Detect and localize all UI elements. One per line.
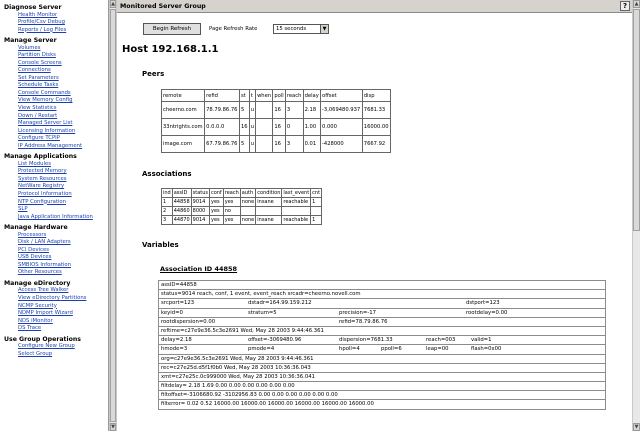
variable-value: precision=-17 <box>339 309 376 316</box>
assoc-cell: 1 <box>311 198 322 207</box>
variable-value: rec=c27e25d.d5f1f0b0 Wed, May 28 2003 10:36:36.043 <box>161 364 311 371</box>
peers-cell: 16 <box>273 102 286 119</box>
variable-value: leap=00 <box>426 346 449 353</box>
variable-value: pmode=4 <box>248 346 275 353</box>
peers-cell: 16 <box>273 119 286 136</box>
nav-link[interactable]: Managed Server List <box>18 120 73 127</box>
assoc-cell: none <box>241 217 255 223</box>
variable-cell <box>159 400 606 409</box>
variable-fields <box>161 281 603 289</box>
variable-fields <box>161 391 603 399</box>
peers-header-cell: remote <box>162 90 205 102</box>
peers-cell <box>256 136 273 153</box>
variable-cell <box>159 281 606 290</box>
refresh-rate-select[interactable] <box>273 24 329 34</box>
peers-cell: u <box>249 119 255 136</box>
peers-heading: Peers <box>142 70 165 78</box>
nav-section-title: Use Group Operations <box>4 335 81 343</box>
nav-section-title: Manage Server <box>4 37 57 45</box>
nav-link[interactable]: View eDirectory Partitions <box>18 295 87 301</box>
peers-header-cell: refid <box>205 90 240 102</box>
nav-link[interactable]: Reports / Log Files <box>18 26 67 33</box>
nav-link[interactable]: Licensing Information <box>18 127 76 134</box>
nav-section-title: Manage Hardware <box>4 224 68 232</box>
assoc-cell: no <box>223 207 240 216</box>
table-row <box>159 308 606 317</box>
peers-cell: 33ntrights.com <box>162 119 205 136</box>
peers-cell: 16 <box>239 119 249 136</box>
nav-section-title: Manage eDirectory <box>4 279 71 287</box>
variable-cell <box>159 308 606 317</box>
assoc-cell: yes <box>210 207 224 216</box>
nav-link[interactable]: Health Monitor <box>18 11 58 18</box>
variable-value: hpoll=4 <box>339 346 360 353</box>
peers-cell: 78.79.86.76 <box>205 102 240 119</box>
peers-cell: u <box>249 136 255 153</box>
nav-link[interactable]: Partition Disks <box>18 52 56 59</box>
assoc-header-cell: conf <box>211 190 222 196</box>
peers-header-cell: when <box>256 90 273 102</box>
assoc-cell <box>240 207 255 216</box>
main-scrollbar[interactable] <box>632 0 640 431</box>
variable-cell <box>159 354 606 363</box>
nav-link[interactable]: Java Application Information <box>18 213 93 220</box>
assoc-cell: yes <box>210 198 224 207</box>
nav-scroll-thumb[interactable] <box>110 9 116 422</box>
peers-header-cell: poll <box>273 90 286 102</box>
help-icon[interactable]: ? <box>620 1 630 11</box>
peers-cell: 0.000 <box>321 119 363 136</box>
variable-value: hmode=3 <box>161 346 188 353</box>
scroll-down-icon[interactable]: ▼ <box>111 424 115 430</box>
variable-fields <box>161 290 603 298</box>
table-row <box>162 198 322 207</box>
peers-cell: cheerno.com <box>162 102 205 119</box>
table-row <box>159 372 606 381</box>
variables-table <box>158 280 606 410</box>
table-row <box>162 119 391 136</box>
assoc-header-cell: ind <box>163 190 171 196</box>
nav-link[interactable]: NDS iMonitor <box>18 317 53 324</box>
variable-value: xmt=c27e25c.0c999000 Wed, May 28 2003 10:36:36.041 <box>161 373 315 380</box>
table-row <box>159 391 606 400</box>
nav-link[interactable]: SLP <box>18 206 28 213</box>
variable-fields <box>161 299 603 307</box>
table-row <box>159 382 606 391</box>
assoc-header-cell: reach <box>224 190 239 196</box>
assoc-cell: 44860 <box>173 208 190 214</box>
variable-fields <box>161 364 603 372</box>
title-bar <box>117 0 632 13</box>
nav-link[interactable]: SMBIOS Information <box>18 261 72 268</box>
variable-fields <box>161 400 603 408</box>
variable-value: reach=003 <box>426 337 456 344</box>
nav-link[interactable]: NCMP Security <box>18 302 57 309</box>
associations-table <box>161 188 322 225</box>
nav-section <box>0 153 108 221</box>
assoc-cell: 9014 <box>191 216 209 225</box>
assoc-cell: 44858 <box>173 199 190 205</box>
peers-cell: 3 <box>285 136 303 153</box>
variable-value: delay=2.18 <box>161 337 192 344</box>
nav-link[interactable]: View Statistics <box>18 105 57 112</box>
nav-section <box>0 280 108 333</box>
nav-link[interactable]: Schedule Tasks <box>18 82 59 89</box>
variable-value: ppoll=6 <box>381 346 402 353</box>
peers-cell: 0.01 <box>303 136 320 153</box>
variable-cell <box>159 299 606 308</box>
assoc-cell: yes <box>223 198 240 207</box>
table-row <box>162 216 322 225</box>
peers-cell <box>256 119 273 136</box>
table-row <box>159 354 606 363</box>
variable-cell <box>159 290 606 299</box>
peers-cell: 67.79.86.76 <box>205 136 240 153</box>
page-title: Monitored Server Group <box>120 3 206 10</box>
nav-link[interactable]: Disk / LAN Adapters <box>18 239 71 246</box>
variable-fields <box>161 373 603 381</box>
variable-value: dispersion=7681.33 <box>339 337 393 344</box>
nav-link[interactable]: NDMP Import Wizard <box>18 310 73 317</box>
variable-value: rootdispersion=0.00 <box>161 318 216 325</box>
table-row <box>159 299 606 308</box>
nav-section-title: Manage Applications <box>4 153 77 161</box>
peers-header-cell: t <box>249 90 255 102</box>
assoc-cell: reachable <box>282 198 311 207</box>
assoc-header-cell: assID <box>172 189 191 198</box>
nav-link[interactable]: Access Tree Walker <box>18 287 69 294</box>
variable-cell <box>159 326 606 335</box>
variable-value: keyid=0 <box>161 309 183 316</box>
chevron-down-icon[interactable]: ▼ <box>320 25 328 33</box>
assoc-header-cell: condition <box>257 190 281 196</box>
peers-cell: 7681.33 <box>362 102 390 119</box>
variables-heading: Variables <box>142 241 179 249</box>
variable-value: valid=1 <box>471 337 492 344</box>
nav-link[interactable]: System Resources <box>18 175 67 182</box>
variable-value: offset=-3069480.96 <box>248 337 302 344</box>
nav-link[interactable]: NetWare Registry <box>18 183 65 190</box>
variable-value: assID=44858 <box>161 282 197 288</box>
peers-header-cell: st <box>239 90 249 102</box>
assoc-header-cell: auth <box>240 189 255 198</box>
peers-cell <box>256 102 273 119</box>
table-row <box>159 363 606 372</box>
host-heading: Host 192.168.1.1 <box>122 44 219 55</box>
nav-link[interactable]: USB Devices <box>18 254 52 261</box>
nav-link[interactable]: PCI Devices <box>18 246 50 253</box>
nav-link[interactable]: NTP Configuration <box>18 198 66 205</box>
variable-value: srcport=123 <box>161 300 195 307</box>
table-row <box>159 317 606 326</box>
variable-value: dstadr=164.99.159.212 <box>248 300 312 307</box>
table-row <box>159 326 606 335</box>
peers-cell: 7667.92 <box>362 136 390 153</box>
begin-refresh-button[interactable]: Begin Refresh <box>143 23 201 35</box>
nav-link[interactable]: Processors <box>18 231 47 238</box>
variable-value: status=9014 reach, conf, 1 event, event_reach srcadr=cheerno.novell.com <box>161 291 361 298</box>
assoc-header-cell: last_event <box>283 190 310 196</box>
variable-cell <box>159 336 606 345</box>
nav-link[interactable]: Select Group <box>18 350 53 357</box>
table-row <box>159 400 606 409</box>
assoc-cell: insane <box>256 198 282 207</box>
variable-fields <box>161 309 603 317</box>
assoc-cell: 3 <box>162 216 173 225</box>
assoc-cell: 1 <box>162 198 173 207</box>
variable-cell <box>159 363 606 372</box>
variable-value: filtdelay= 2.18 1.69 0.00 0.00 0.00 0.00 0.00 0.00 <box>161 383 295 390</box>
peers-cell: 3 <box>285 102 303 119</box>
association-id-link[interactable]: Association ID 44858 <box>160 265 238 273</box>
variable-cell <box>159 317 606 326</box>
nav-link[interactable]: Configure TCPIP <box>18 135 60 142</box>
table-row <box>162 136 391 153</box>
refresh-rate-value: 15 seconds <box>276 26 307 32</box>
assoc-cell: insane <box>256 216 282 225</box>
assoc-cell: 8000 <box>191 207 209 216</box>
peers-cell: -428000 <box>321 136 363 153</box>
variable-fields <box>161 382 603 390</box>
table-row <box>159 290 606 299</box>
assoc-header-cell: status <box>192 190 209 196</box>
assoc-cell: 9014 <box>191 198 209 207</box>
peers-header-cell: reach <box>285 90 303 102</box>
nav-section <box>0 37 108 150</box>
nav-scrollbar[interactable] <box>109 0 117 431</box>
nav-link[interactable]: Configure New Group <box>18 343 75 350</box>
refresh-rate-label: Page Refresh Rate <box>209 26 258 32</box>
peers-table <box>161 89 391 153</box>
scroll-up-icon[interactable]: ▲ <box>111 1 115 7</box>
peers-cell: 16000.00 <box>362 119 390 136</box>
variable-value: flash=0x00 <box>471 346 502 353</box>
table-row <box>159 336 606 345</box>
peers-header-cell: disp <box>362 90 390 102</box>
peers-cell: 16 <box>273 136 286 153</box>
table-row <box>159 345 606 354</box>
peers-cell: 1.00 <box>303 119 320 136</box>
variable-value: stratum=5 <box>248 309 277 316</box>
nav-section <box>0 224 108 277</box>
main-frame <box>117 0 632 431</box>
table-row <box>159 281 606 290</box>
peers-header-cell: delay <box>303 90 320 102</box>
variable-value: filterror= 0.02 0.52 16000.00 16000.00 16000.00 16000.00 16000.00 16000.00 <box>161 401 374 408</box>
peers-header-cell: offset <box>321 90 363 102</box>
assoc-cell: 1 <box>311 216 322 225</box>
assoc-cell: none <box>241 199 255 205</box>
assoc-cell: yes <box>223 216 240 225</box>
variable-value: reftime=c27e9e36.5c3e2691 Wed, May 28 2003 9:44:46.361 <box>161 327 324 334</box>
variable-cell <box>159 382 606 391</box>
variable-value: org=c27e9e36.5c3e2691 Wed, May 28 2003 9:44:46.361 <box>161 355 314 362</box>
variable-value: rootdelay=0.00 <box>466 309 508 316</box>
toolbar <box>117 13 632 37</box>
nav-link[interactable]: Set Parameters <box>18 74 59 81</box>
peers-cell: 0.0.0.0 <box>205 119 240 136</box>
assoc-cell <box>282 207 311 216</box>
variable-fields <box>161 336 603 344</box>
assoc-cell: reachable <box>282 216 311 225</box>
peers-cell: 5 <box>239 102 249 119</box>
nav-link[interactable]: DS Trace <box>18 325 42 332</box>
variable-fields <box>161 355 603 363</box>
peers-cell: u <box>249 102 255 119</box>
nav-section <box>0 336 108 359</box>
nav-link[interactable]: Protected Memory <box>18 168 67 175</box>
variable-fields <box>161 327 603 335</box>
variable-fields <box>161 318 603 326</box>
peers-cell: image.com <box>162 136 205 153</box>
nav-section-title: Diagnose Server <box>4 4 62 11</box>
nav-link[interactable]: View Memory Config <box>18 97 73 104</box>
table-row <box>162 207 322 216</box>
navigation-frame <box>0 0 109 431</box>
scroll-up-icon[interactable]: ▲ <box>634 1 639 7</box>
nav-link[interactable]: IP Address Management <box>18 142 83 149</box>
nav-link[interactable]: Profile/Csv Debug <box>18 19 65 26</box>
variable-value: filtoffset=-3106680.92 -3102956.83 0.00 0.00 0.00 0.00 0.00 0.00 <box>161 392 338 399</box>
peers-cell: 5 <box>239 136 249 153</box>
assoc-cell: 44870 <box>173 217 190 223</box>
assoc-cell: 2 <box>162 207 173 216</box>
main-scroll-thumb[interactable] <box>633 9 640 231</box>
variable-value: refid=78.79.86.76 <box>339 318 388 325</box>
nav-link[interactable]: Protocol Information <box>18 190 72 197</box>
assoc-cell <box>256 207 282 216</box>
assoc-cell: yes <box>210 216 224 225</box>
nav-link[interactable]: Other Resources <box>18 269 62 276</box>
variable-fields <box>161 345 603 353</box>
nav-link[interactable]: Down / Restart <box>18 112 58 119</box>
variable-cell <box>159 391 606 400</box>
variable-value: dstport=123 <box>466 300 500 307</box>
nav-link[interactable]: List Modules <box>18 160 51 167</box>
table-row <box>162 102 391 119</box>
associations-heading: Associations <box>142 170 192 178</box>
nav-link[interactable]: Console Screens <box>18 59 62 66</box>
peers-cell: 2.18 <box>303 102 320 119</box>
nav-section <box>0 4 108 34</box>
nav-link[interactable]: Connections <box>18 67 51 74</box>
nav-link[interactable]: Console Commands <box>18 89 71 96</box>
scroll-down-icon[interactable]: ▼ <box>634 424 639 430</box>
nav-link[interactable]: Volumes <box>18 44 41 51</box>
peers-cell: 0 <box>285 119 303 136</box>
assoc-header-cell: cnt <box>312 190 321 196</box>
assoc-cell <box>311 207 322 216</box>
peers-cell: -3,069480.937 <box>321 102 363 119</box>
variable-cell <box>159 372 606 381</box>
variable-cell <box>159 345 606 354</box>
